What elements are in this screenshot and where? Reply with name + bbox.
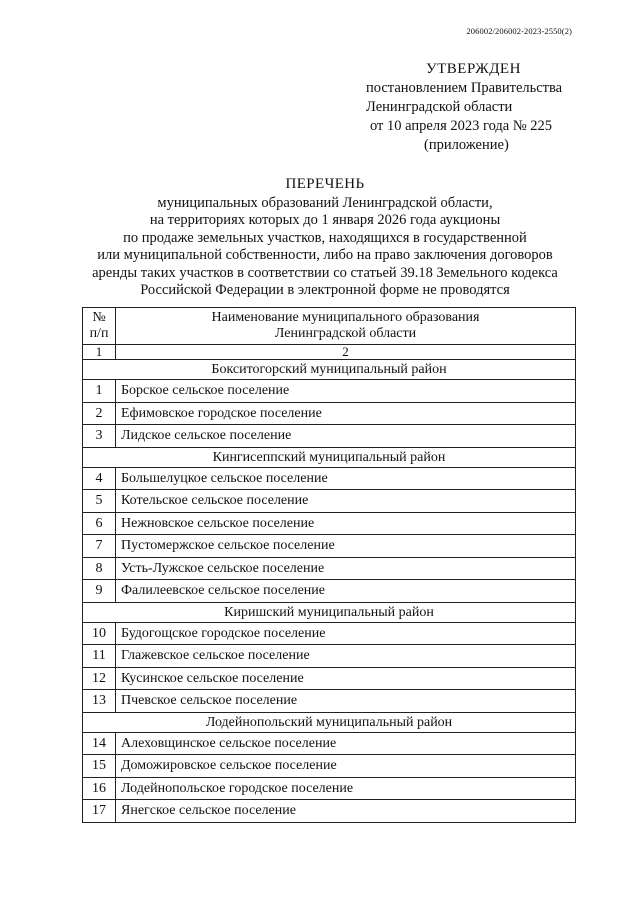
municipality-name: Пустомержское сельское поселение — [116, 535, 576, 558]
municipality-name: Кусинское сельское поселение — [116, 667, 576, 690]
table-row — [83, 402, 576, 425]
approval-line: от 10 апреля 2023 года № 225 — [370, 118, 553, 134]
table-row — [83, 535, 576, 558]
row-number: 6 — [83, 512, 116, 535]
municipalities-table — [82, 307, 576, 823]
row-number: 3 — [83, 425, 116, 448]
approval-title: УТВЕРЖДЕН — [426, 61, 521, 77]
municipality-name: Нежновское сельское поселение — [116, 512, 576, 535]
municipality-name: Будогощское городское поселение — [116, 622, 576, 645]
municipality-name: Ефимовское городское поселение — [116, 402, 576, 425]
table-row — [83, 732, 576, 755]
district-row — [83, 602, 576, 622]
row-number: 14 — [83, 732, 116, 755]
table-row — [83, 425, 576, 448]
approval-line: постановлением Правительства — [366, 80, 563, 96]
district-name: Лодейнопольский муниципальный район — [83, 712, 576, 732]
row-number: 10 — [83, 622, 116, 645]
municipality-name: Лидское сельское поселение — [116, 425, 576, 448]
table-row — [83, 690, 576, 713]
header-line: Наименование муниципального образования — [211, 310, 480, 325]
document-number: 206002/206002-2023-2550(2) — [466, 26, 572, 36]
approval-line: (приложение) — [424, 137, 509, 153]
municipality-name: Доможировское сельское поселение — [116, 755, 576, 778]
district-row — [83, 447, 576, 467]
row-number: 9 — [83, 580, 116, 603]
row-number: 4 — [83, 467, 116, 490]
heading-line: или муниципальной собственности, либо на право заключения договоров — [97, 247, 553, 263]
approval-line: Ленинградской области — [366, 99, 513, 115]
municipality-name: Борское сельское поселение — [116, 380, 576, 403]
row-number: 2 — [83, 402, 116, 425]
row-number: 5 — [83, 490, 116, 513]
heading-line: Российской Федерации в электронной форме не проводятся — [140, 282, 510, 298]
table-row — [83, 755, 576, 778]
table-body — [83, 360, 576, 823]
row-number: 7 — [83, 535, 116, 558]
row-number: 1 — [83, 380, 116, 403]
heading-line: аренды таких участков в соответствии со статьей 39.18 Земельного кодекса — [92, 264, 558, 281]
row-number: 8 — [83, 557, 116, 580]
row-number: 17 — [83, 800, 116, 823]
header-line: п/п — [89, 326, 109, 341]
table-row — [83, 512, 576, 535]
municipality-name: Глажевское сельское поселение — [116, 645, 576, 668]
column-number-row — [83, 345, 576, 360]
district-name: Кингисеппский муниципальный район — [83, 447, 576, 467]
name-column-header — [116, 308, 576, 345]
list-title: ПЕРЕЧЕНЬ — [285, 176, 365, 192]
table-row — [83, 645, 576, 668]
heading-line: по продаже земельных участков, находящихся в государственной — [123, 229, 527, 246]
table-row — [83, 777, 576, 800]
municipality-name: Лодейнопольское городское поселение — [116, 777, 576, 800]
municipality-name: Пчевское сельское поселение — [116, 690, 576, 713]
table-header-row — [83, 308, 576, 345]
district-name: Бокситогорский муниципальный район — [83, 360, 576, 380]
row-number: 12 — [83, 667, 116, 690]
district-name: Киришский муниципальный район — [83, 602, 576, 622]
table-row — [83, 622, 576, 645]
table-row — [83, 380, 576, 403]
table-row — [83, 490, 576, 513]
table-row — [83, 667, 576, 690]
municipality-name: Алеховщинское сельское поселение — [116, 732, 576, 755]
municipality-name: Янегское сельское поселение — [116, 800, 576, 823]
column-number: 1 — [83, 345, 116, 360]
row-number: 16 — [83, 777, 116, 800]
table-row — [83, 467, 576, 490]
row-number: 15 — [83, 755, 116, 778]
number-column-header — [83, 308, 116, 345]
row-number: 13 — [83, 690, 116, 713]
header-line: Ленинградской области — [274, 326, 417, 341]
municipality-name: Большелуцкое сельское поселение — [116, 467, 576, 490]
table-row — [83, 557, 576, 580]
district-row — [83, 712, 576, 732]
list-heading — [60, 176, 590, 300]
municipality-name: Фалилеевское сельское поселение — [116, 580, 576, 603]
municipality-name: Котельское сельское поселение — [116, 490, 576, 513]
row-number: 11 — [83, 645, 116, 668]
approval-stamp — [366, 60, 586, 155]
heading-line: на территориях которых до 1 января 2026 года аукционы — [149, 212, 501, 228]
table-row — [83, 800, 576, 823]
table-row — [83, 580, 576, 603]
district-row — [83, 360, 576, 380]
heading-line: муниципальных образований Ленинградской области, — [157, 194, 493, 211]
header-line: № — [92, 310, 106, 325]
municipality-name: Усть-Лужское сельское поселение — [116, 557, 576, 580]
column-number: 2 — [116, 345, 576, 360]
